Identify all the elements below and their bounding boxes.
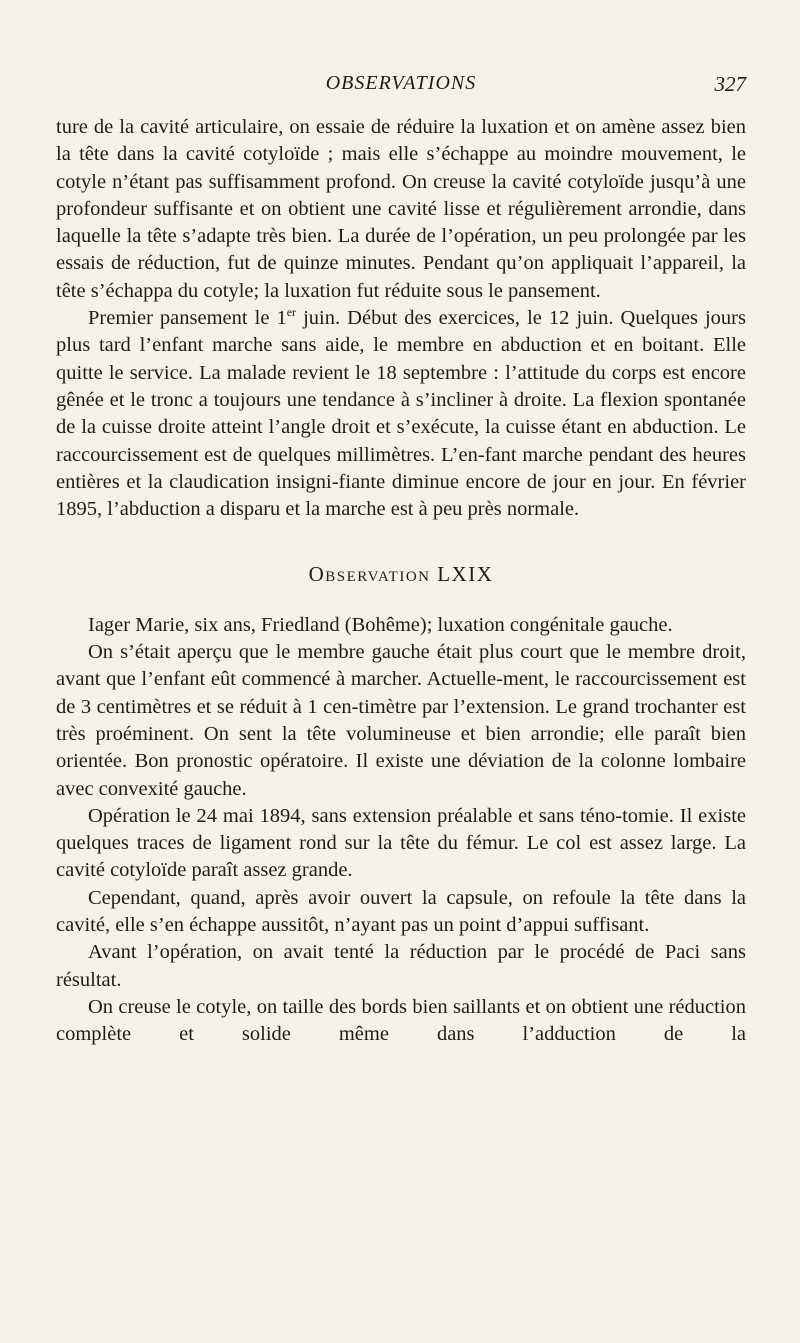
paragraph-first-dressing-suffix: juin. Début des exercices, le 12 juin. Quelques jours plus tard l’enfant marche sans aide, le membre en abduction et en boitant. Elle quitte le service. La malade revient le 18 septembre : l’attitude du corps est encore gênée et le tronc a toujours une tendance à s’incliner à droite. La flexion spontanée de la cuisse droite atteint l’angle droit et s’exécute, la cuisse étant en abduction. Le raccourcissement est de quelques millimètres. L’en-fant marche pendant des heures entières et la claudication insigni-fiante diminue encore de jour en jour. En février 1895, l’abduction a disparu et la marche est à peu près normale. [56, 307, 746, 521]
paragraph-capsule: Cependant, quand, après avoir ouvert la capsule, on refoule la tête dans la cavité, elle s’en échappe aussitôt, n’ayant pas un point d’appui suffisant. [56, 886, 746, 937]
paragraph-first-dressing-prefix: Premier pansement le 1 [88, 307, 287, 330]
paragraph-operation: Opération le 24 mai 1894, sans extension préalable et sans téno-tomie. Il existe quelques traces de ligament rond sur la tête du fémur. Le col est assez large. La cavité cotyloïde paraît assez grande. [56, 804, 746, 882]
paragraph-patient: Iager Marie, six ans, Friedland (Bohême); luxation congénitale gauche. [88, 613, 673, 636]
body-text [56, 114, 746, 1049]
paragraph-continuation: ture de la cavité articulaire, on essaie de réduire la luxation et on amène assez bien la tête dans la cavité cotyloïde ; mais elle s’échappe au moindre mouvement, le cotyle n’étant pas suffisamment profond. On creuse la cavité cotyloïde jusqu’à une profondeur suffisante et on obtient une cavité lisse et régulièrement arrondie, dans laquelle la tête s’adapte très bien. La durée de l’opération, un peu prolongée par les essais de réduction, fut de quinze minutes. Pendant qu’on appliquait l’appareil, la tête s’échappa du cotyle; la luxation fut réduite sous le pansement. [56, 116, 746, 302]
running-head [56, 72, 746, 102]
paragraph-history: On s’était aperçu que le membre gauche était plus court que le membre droit, avant que l’enfant eût commencé à marcher. Actuelle-ment, le raccourcissement est de 3 centimètres et se réduit à 1 cen-timètre par l’extension. Le grand trochanter est très proéminent. On sent la tête volumineuse et bien arrondie; elle paraît bien orientée. Bon pronostic opératoire. Il existe une déviation de la colonne lombaire avec convexité gauche. [56, 641, 746, 800]
running-title: OBSERVATIONS [325, 72, 477, 94]
paragraph-cotyle: On creuse le cotyle, on taille des bords bien saillants et on obtient une réduction complète et solide même dans l’adduction de la [56, 995, 746, 1046]
superscript-er: er [286, 305, 297, 320]
observation-heading: Observation LXIX [308, 562, 494, 587]
paragraph-paci: Avant l’opération, on avait tenté la réduction par le procédé de Paci sans résultat. [56, 941, 746, 991]
page-number: 327 [714, 72, 746, 96]
paragraph-first-dressing [56, 305, 746, 523]
